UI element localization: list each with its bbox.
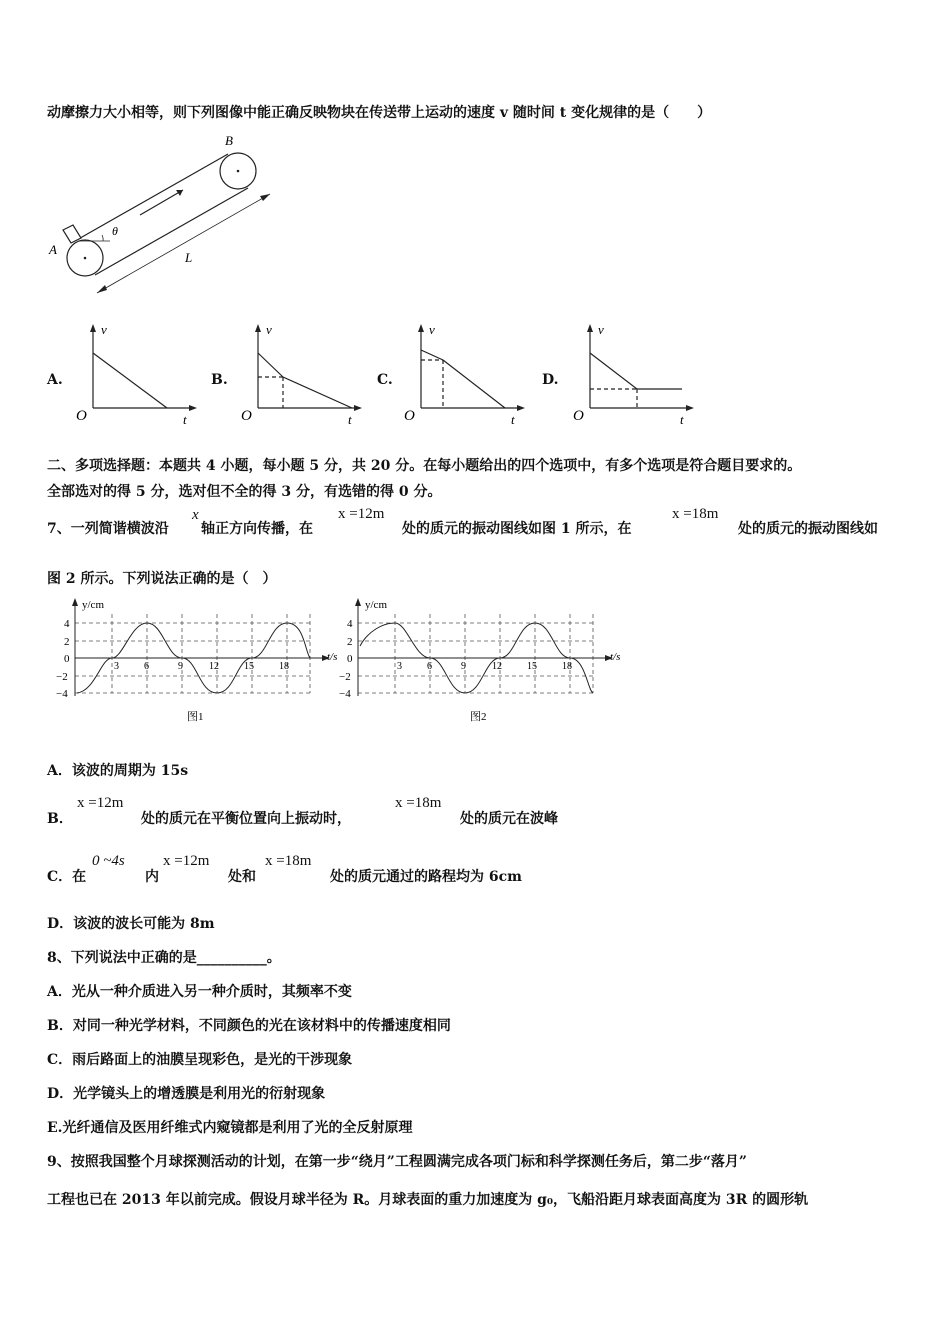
q7-p2: 轴正方向传播，在 [201, 521, 313, 537]
svg-text:9: 9 [178, 661, 183, 672]
q7-option-c-text2: 处的质元通过的路程均为 6cm [330, 869, 522, 885]
svg-text:O: O [573, 408, 584, 424]
svg-text:t: t [348, 412, 352, 427]
svg-text:v: v [101, 322, 107, 337]
q7-option-d[interactable]: D．该波的波长可能为 8m [47, 916, 215, 932]
svg-text:15: 15 [527, 661, 537, 672]
svg-text:O: O [76, 408, 87, 424]
q7-option-b-x18: x =18m [395, 795, 442, 811]
q7-option-b-text2: 处的质元在波峰 [460, 811, 558, 827]
q7-p1: 7、一列简谐横波沿 [47, 521, 169, 537]
q7-option-c-text1: 处和 [228, 869, 256, 885]
svg-text:y/cm: y/cm [365, 599, 387, 611]
svg-text:t: t [183, 412, 187, 427]
svg-text:12: 12 [492, 661, 502, 672]
svg-text:2: 2 [64, 636, 70, 648]
svg-text:0: 0 [347, 653, 353, 665]
svg-text:2: 2 [347, 636, 353, 648]
q8-stem: 8、下列说法中正确的是__________。 [47, 950, 281, 966]
q9-line1: 9、按照我国整个月球探测活动的计划，在第一步“绕月”工程圆满完成各项门标和科学探测任务后，第二步“落月” [47, 1154, 747, 1170]
label-l: L [185, 250, 193, 265]
svg-text:−4: −4 [56, 688, 68, 700]
section2-line1: 二、多项选择题：本题共 4 小题，每小题 5 分，共 20 分。在每小题给出的四个选项中，有多个选项是符合题目要求的。 [47, 458, 802, 474]
svg-text:4: 4 [64, 618, 70, 630]
q6-stem: 动摩擦力大小相等，则下列图像中能正确反映物块在传送带上运动的速度 v 随时间 t 变化规律的是（ ） [47, 105, 712, 121]
svg-text:18: 18 [562, 661, 572, 672]
q8-option-c[interactable]: C．雨后路面上的油膜呈现彩色，是光的干涉现象 [47, 1052, 353, 1068]
svg-text:3: 3 [397, 661, 402, 672]
svg-text:0: 0 [64, 653, 70, 665]
label-a: A [49, 242, 57, 257]
graph2-caption: 图2 [470, 711, 487, 723]
q7-option-c-x18: x =18m [265, 853, 312, 869]
vibration-graph-1 [55, 596, 345, 724]
q7-option-b-text1: 处的质元在平衡位置向上振动时， [141, 811, 351, 827]
q7-p4: 处的质元的振动图线如 [738, 521, 878, 537]
q9-line2: 工程也已在 2013 年以前完成。假设月球半径为 R。月球表面的重力加速度为 g₀，飞船沿距月球表面高度为 3R 的圆形轨 [47, 1192, 809, 1208]
svg-text:−4: −4 [339, 688, 351, 700]
q7-option-b-x12: x =12m [77, 795, 124, 811]
q8-option-a[interactable]: A．光从一种介质进入另一种介质时，其频率不变 [47, 984, 352, 1000]
section2-line2: 全部选对的得 5 分，选对但不全的得 3 分，有选错的得 0 分。 [47, 484, 442, 500]
svg-text:−2: −2 [56, 671, 68, 683]
q8-option-e[interactable]: E.光纤通信及医用纤维式内窥镜都是利用了光的全反射原理 [47, 1120, 413, 1136]
q8-option-d[interactable]: D．光学镜头上的增透膜是利用光的衍射现象 [47, 1086, 326, 1102]
q7-option-c-interval: 0 ~4s [92, 853, 125, 869]
label-theta: θ [112, 224, 118, 238]
vt-graph-a [75, 320, 205, 430]
svg-text:18: 18 [279, 661, 289, 672]
svg-text:y/cm: y/cm [82, 599, 104, 611]
svg-text:v: v [598, 322, 604, 337]
q7-x18: x =18m [672, 506, 719, 522]
q7-x12: x =12m [338, 506, 385, 522]
label-b: B [225, 133, 233, 148]
graph1-caption: 图1 [187, 711, 204, 723]
svg-text:t/s: t/s [610, 651, 621, 663]
q7-option-c-text0: 内 [145, 869, 159, 885]
svg-text:12: 12 [209, 661, 219, 672]
svg-text:O: O [241, 408, 252, 424]
conveyor-figure [45, 130, 285, 305]
svg-text:4: 4 [347, 618, 353, 630]
option-d-label[interactable]: D. [542, 372, 559, 388]
q7-option-a[interactable]: A．该波的周期为 15s [47, 763, 189, 779]
vt-graph-c [403, 320, 533, 430]
q7-x-var: x [192, 507, 199, 523]
svg-text:6: 6 [144, 661, 149, 672]
svg-text:t: t [680, 412, 684, 427]
svg-text:3: 3 [114, 661, 119, 672]
svg-text:6: 6 [427, 661, 432, 672]
svg-text:O: O [404, 408, 415, 424]
svg-text:v: v [429, 322, 435, 337]
option-a-label[interactable]: A. [47, 372, 63, 388]
svg-text:−2: −2 [339, 671, 351, 683]
vt-graph-b [240, 320, 370, 430]
q7-option-c-x12: x =12m [163, 853, 210, 869]
svg-text:15: 15 [244, 661, 254, 672]
vibration-graph-2 [338, 596, 628, 724]
q8-option-b[interactable]: B．对同一种光学材料，不同颜色的光在该材料中的传播速度相同 [47, 1018, 451, 1034]
vt-graph-d [572, 320, 702, 430]
q7-p3: 处的质元的振动图线如图 1 所示，在 [402, 521, 632, 537]
option-b-label[interactable]: B. [211, 372, 228, 388]
svg-text:t/s: t/s [327, 651, 338, 663]
q7-option-b-label[interactable]: B． [47, 811, 73, 827]
svg-text:v: v [266, 322, 272, 337]
svg-text:t: t [511, 412, 515, 427]
option-c-label[interactable]: C. [377, 372, 393, 388]
svg-text:9: 9 [461, 661, 466, 672]
q7-line2: 图 2 所示。下列说法正确的是（ ） [47, 571, 277, 587]
q7-option-c-label[interactable]: C．在 [47, 869, 87, 885]
